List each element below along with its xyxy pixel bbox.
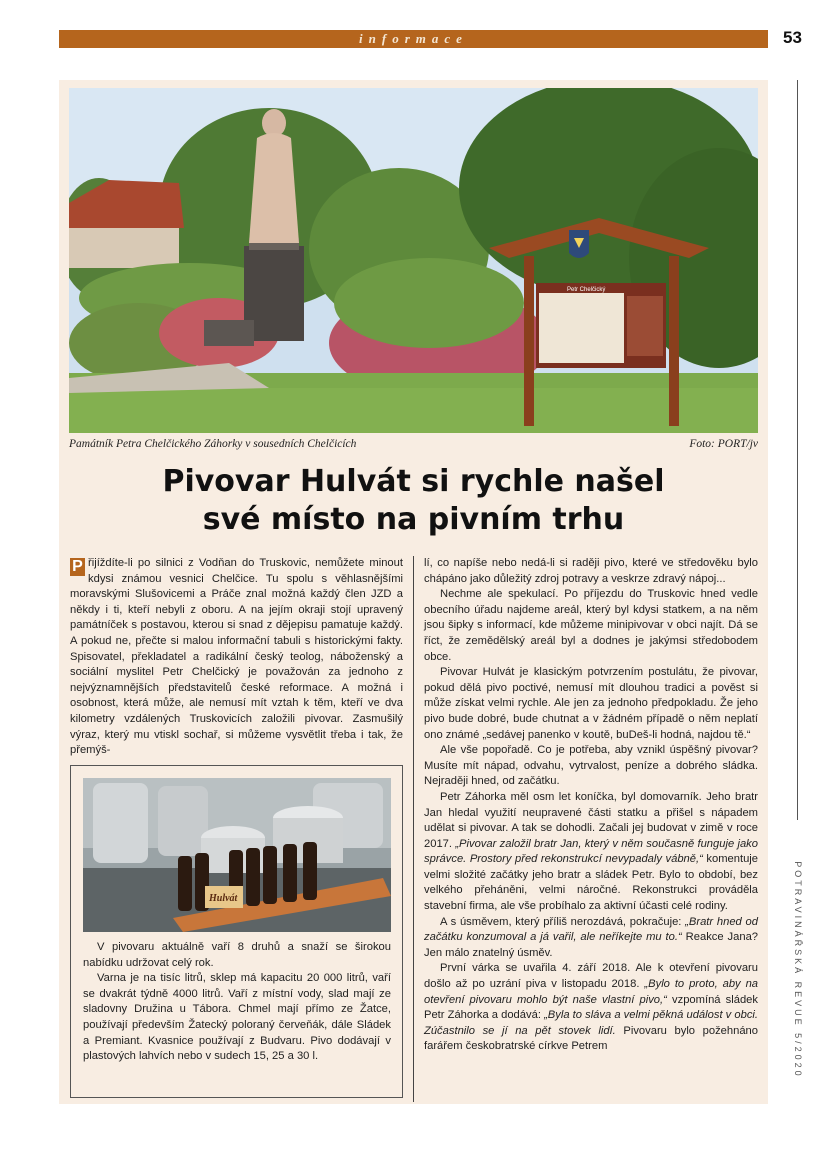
bottle-label: Hulvát xyxy=(209,893,238,904)
journal-side-label xyxy=(791,830,805,1110)
journal-name: POTRAVINÁŘSKÁ REVUE 5/2020 xyxy=(793,861,803,1079)
p4-end: komentuje velmi složité začátky jeho bratr a sládek Petr. Bylo to období, bez velkého přeháněni, velmi náročné. Rekonstrukci prováděla stavební firma, ale vše probíhalo za aktivní účasti celé rodiny. xyxy=(424,853,759,913)
right-paragraph-0: lí, co napíše nebo nedá-li si raději pivo, které ve středověku bylo chápáno jako důležitý zdroj potravy a veskrze zdravý nápoj... xyxy=(424,557,758,585)
left-column xyxy=(70,556,403,759)
p5-end: Reakce Jana? Jen málo znatelný úsměv. xyxy=(424,931,759,959)
article-headline xyxy=(80,463,747,539)
right-paragraph-4 xyxy=(424,790,758,915)
main-photo xyxy=(69,88,758,433)
left-p1-text: řijíždíte-li po silnici z Vodňan do Truskovic, nemůžete minout kdysi známou vesnici Chelčice. Tu spolu s věhlasnějšími moravskými Slušovicemi a Práče znal možná každý člen JZD a někdy i ti, kteří nebyli z oboru. A na jejím okraji stojí upravený památníček s postavou, kterou si snad z dějepisu pamatuje každý. A pokud ne, přečte si malou informační tabuli s historickými fakty. Spisovatel, překladatel a radikální český teolog, náboženský a sociální myslitel Petr Chelčický je považován za jednoho z nejvýznamnějších představitelů české reformace. A možná i osobnost, která může, ale nemusí mít vztah k těm, kteří ve dva kilometry vzdálených Truskovicích založili pivovar. Zasmušilý výraz, který mu vtiskl sochař, si můžeme vysvětlit třeba i tak, že přemýš- xyxy=(70,557,403,757)
p6-text: První várka se uvařila 4. září 2018. Ale k otevření pivovaru došlo až po uzrání piva v listopadu 2018. xyxy=(424,962,758,991)
right-paragraph-2: Pivovar Hulvát je klasickým potvrzením postulátu, že pivovar, pokud dělá pivo poctivé, nemusí mít dlouhou tradici a pověst si může získat velmi rychle. Ale jen za jednoho předpokladu. Že jeho pivo bude dobré, bude chutnat a v žádném případě o něm neplatí ono známé „sedávej panenko v koutě, buDeš-li hodná, najdou tě.“ xyxy=(424,666,758,741)
photo-credit: Foto: PORT/jv xyxy=(689,438,758,450)
page-number: 53 xyxy=(783,28,802,47)
right-paragraph-3: Ale vše popořadě. Co je potřeba, aby vznikl úspěšný pivovar? Musíte mít nápad, odvahu, vytrvalost, peníze a dobrého sládka. Nejraději hned, od začátku. xyxy=(424,744,758,788)
section-label: informace xyxy=(359,31,468,46)
headline-line-2: své místo na pivním trhu xyxy=(202,502,625,537)
p6-quote: „Bylo to proto, aby na otevření pivovaru mohlo být naše vlastní pivo,“ xyxy=(424,978,759,1006)
p6-mid: vzpomíná sládek Petr Záhorka a dodává: xyxy=(424,993,758,1022)
right-column xyxy=(424,556,758,1055)
box-paragraph-1: V pivovaru aktuálně vaří 8 druhů a snaží se širokou nabídku udržovat celý rok. xyxy=(83,941,391,969)
p5-text: A s úsměvem, který příliš nerozdává, pokračuje: xyxy=(440,915,682,928)
left-paragraph-1 xyxy=(70,556,403,759)
memorial-photo-illustration xyxy=(69,88,758,433)
drop-cap: P xyxy=(70,558,85,576)
brewery-photo-illustration xyxy=(83,778,391,932)
side-divider xyxy=(797,80,798,820)
box-paragraph-2: Varna je na tisíc litrů, sklep má kapacitu 20 000 litrů, vaří se dvakrát týdně 4000 litrů. Vaří z místní vody, slad mají ze sladovny Družina u Tábora. Chmel mají přímo ze Žatce, používají především Žatecký poloraný červeňák, dále Sládek a Premiant. Kvasnice používají z Budvaru. Pivo dodávají v plastových lahvích nebo v sudech 15, 25 a 30 l. xyxy=(83,972,391,1063)
brewery-photo xyxy=(83,778,391,932)
column-divider xyxy=(413,556,414,1102)
right-paragraph-5 xyxy=(424,915,758,962)
p4-quote: „Pivovar založil bratr Jan, který v něm současně funguje jako správce. Prostory před rekonstrukcí nevypadaly vábně,“ xyxy=(424,837,759,866)
info-box-text xyxy=(83,940,391,1065)
p6-end: Pivovaru bylo požehnáno farářem českobratrské církve Petrem xyxy=(424,1024,759,1053)
right-paragraph-6 xyxy=(424,961,758,1055)
section-header-bar xyxy=(59,30,768,48)
p4-text: Petr Záhorka měl osm let koníčka, byl domovarník. Jeho bratr Jan hledal využití neupravené části statku a přišel s nápadem udělat si pivovar. A tak se dohodli. Začali jej budovat v zimě v roce 2017. xyxy=(424,790,758,850)
headline-line-1: Pivovar Hulvát si rychle našel xyxy=(162,464,665,499)
right-paragraph-1: Nechme ale spekulací. Po příjezdu do Truskovic hned vedle obecního úřadu najdeme areál, který byl kdysi statkem, a na něm jsou šipky s informací, kde můžeme minipivovar v obci najít. Dá se říct, že zemědělský areál byl a dodnes je jakýmsi středobodem obce. xyxy=(424,588,758,663)
photo-caption xyxy=(69,438,758,454)
p5-quote: „Bratr hned od začátku konzumoval a já vařil, ale neříkejte mu to.“ xyxy=(424,915,758,944)
p6-quote-2: „Byla to sláva a velmi pěkná událost v obci. Zúčastnilo se jí na pět stovek lidí. xyxy=(424,1009,759,1037)
caption-text: Památník Petra Chelčického Záhorky v sousedních Chelčicích xyxy=(69,438,357,450)
info-box xyxy=(70,765,403,1098)
sign-title: Petr Chelčický xyxy=(567,287,606,293)
